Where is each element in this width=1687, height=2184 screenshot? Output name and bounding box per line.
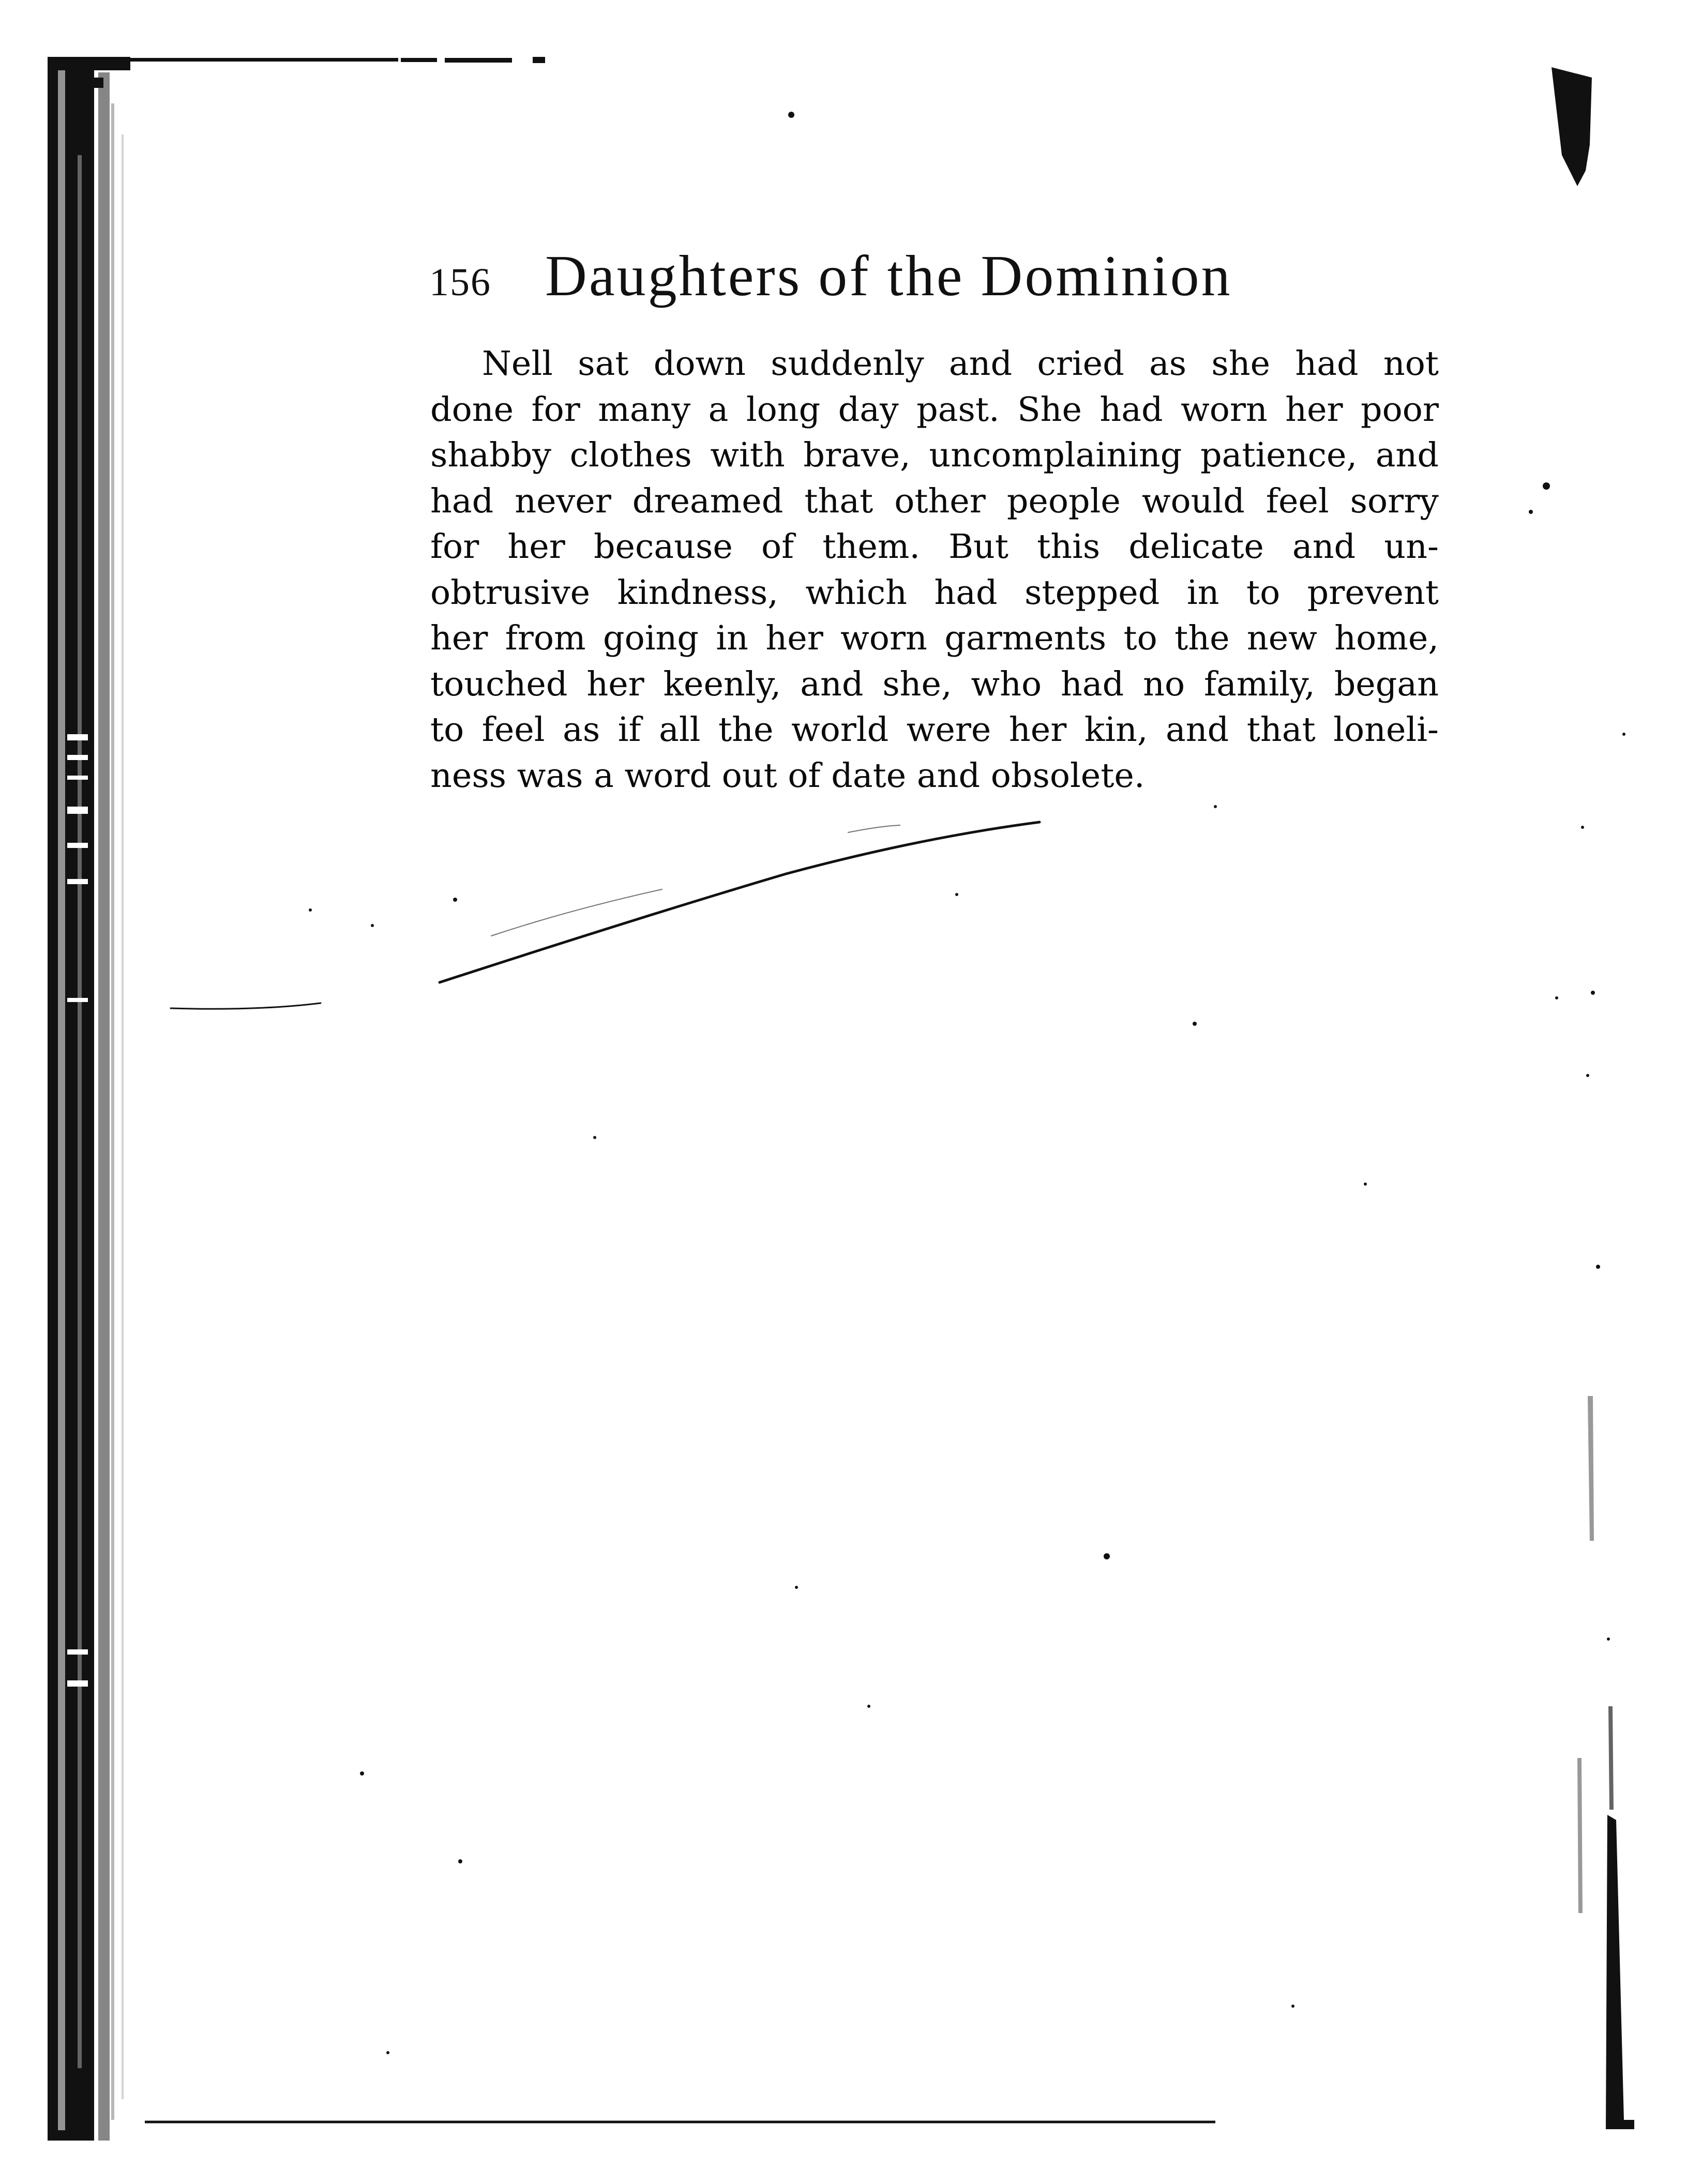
running-header bbox=[429, 243, 1453, 310]
pen-stroke bbox=[171, 822, 1040, 1009]
text-line: her from going in her worn garments to the new home, bbox=[430, 619, 1439, 658]
text-line: ness was a word out of date and obsolete. bbox=[430, 756, 1145, 795]
body-paragraph bbox=[430, 341, 1439, 799]
top-border-rule bbox=[48, 57, 545, 88]
running-title: Daughters of the Dominion bbox=[545, 244, 1232, 308]
left-binding-edge bbox=[48, 57, 124, 2141]
text-line: for her because of them. But this delicate and un- bbox=[430, 527, 1439, 566]
page-number: 156 bbox=[429, 261, 491, 304]
text-line: touched her keenly, and she, who had no family, began bbox=[430, 664, 1439, 704]
right-page-edge bbox=[1552, 67, 1634, 2129]
text-line: done for many a long day past. She had worn her poor bbox=[430, 390, 1439, 429]
text-line: had never dreamed that other people would feel sorry bbox=[430, 481, 1439, 521]
text-line: to feel as if all the world were her kin, and that loneli- bbox=[430, 710, 1439, 749]
text-line: Nell sat down suddenly and cried as she had not bbox=[482, 344, 1439, 383]
text-line: obtrusive kindness, which had stepped in to prevent bbox=[430, 573, 1439, 612]
text-line: shabby clothes with brave, uncomplaining patience, and bbox=[430, 436, 1439, 475]
